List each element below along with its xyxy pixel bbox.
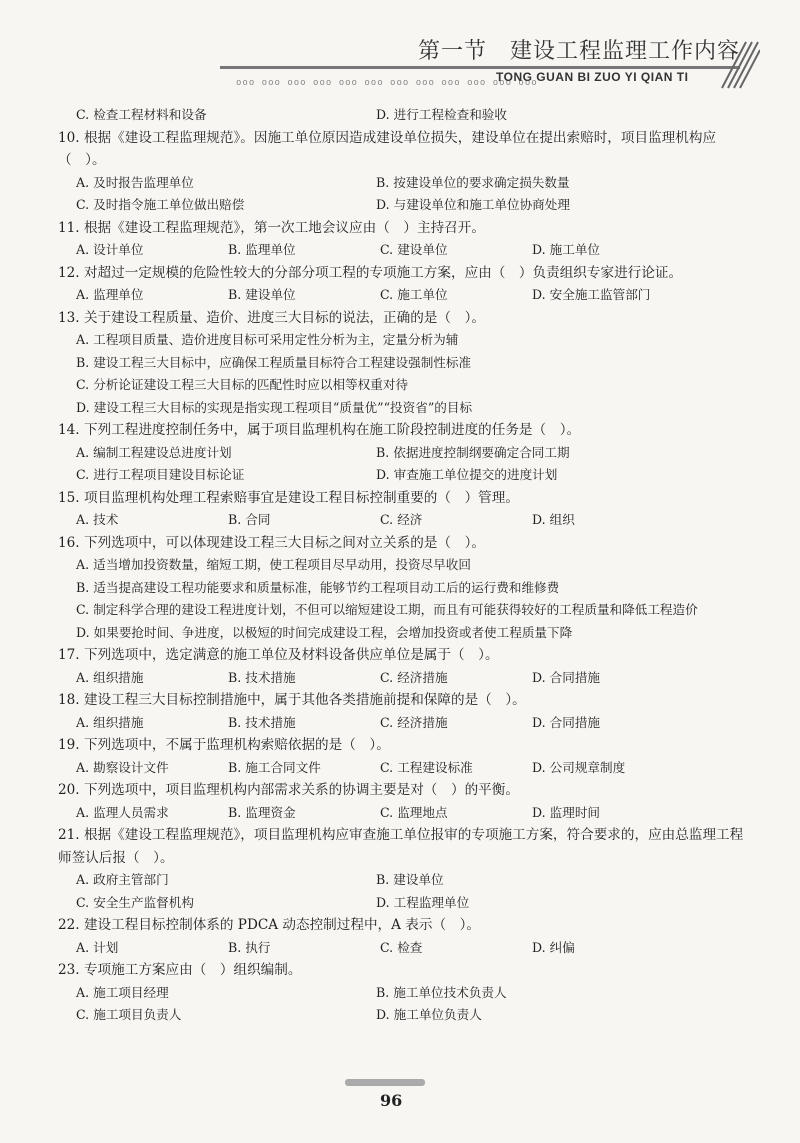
answer-option: A. 编制工程建设总进度计划 <box>76 444 232 460</box>
answer-option: D. 纠偏 <box>532 939 575 955</box>
option-row <box>58 352 748 375</box>
option-row <box>58 892 748 915</box>
answer-option: C. 安全生产监督机构 <box>76 894 194 910</box>
option-row <box>58 982 748 1005</box>
answer-option: B. 建设工程三大目标中，应确保工程质量目标符合工程建设强制性标准 <box>76 354 472 370</box>
question-stem: 13. 关于建设工程质量、造价、进度三大目标的说法，正确的是（ ）。 <box>58 309 485 326</box>
option-row <box>58 104 748 127</box>
answer-option: D. 合同措施 <box>532 669 601 685</box>
answer-option: D. 与建设单位和施工单位协商处理 <box>376 197 570 212</box>
answer-option: D. 组织 <box>532 512 575 527</box>
question-stem: 17. 下列选项中，选定满意的施工单位及材料设备供应单位是属于（ ）。 <box>58 647 499 663</box>
option-row <box>58 712 748 735</box>
answer-option: B. 适当提高建设工程功能要求和质量标准，能够节约工程项目动工后的运行费和维修费 <box>76 579 560 595</box>
answer-option: A. 适当增加投资数量，缩短工期，使工程项目尽早动用，投资尽早收回 <box>76 557 471 572</box>
answer-option: C. 制定科学合理的建设工程进度计划，不但可以缩短建设工期，而且有可能获得较好的工程质量和降低工程造价 <box>76 602 698 617</box>
option-row <box>58 622 748 645</box>
header-stripes-decoration <box>716 40 760 90</box>
answer-option: B. 施工合同文件 <box>228 759 321 775</box>
answer-option: D. 公司规章制度 <box>532 759 626 775</box>
option-row <box>58 802 748 825</box>
answer-option: A. 施工项目经理 <box>76 984 169 1000</box>
option-row <box>58 599 748 622</box>
page-header <box>0 0 800 100</box>
answer-option: A. 组织措施 <box>76 714 144 730</box>
answer-option: D. 安全施工监管部门 <box>532 287 651 302</box>
question-stem: 10. 根据《建设工程监理规范》。因施工单位原因造成建设单位损失，建设单位在提出索赔时，项目监理机构应（ ）。 <box>58 129 717 168</box>
option-row <box>58 464 748 487</box>
answer-option: C. 经济 <box>380 512 423 527</box>
answer-option: A. 组织措施 <box>76 669 144 685</box>
option-row <box>58 757 748 780</box>
question-stem: 21. 根据《建设工程监理规范》，项目监理机构应审查施工单位报审的专项施工方案，符合要求的，应由总监理工程师签认后报（ ）。 <box>58 827 744 866</box>
answer-option: B. 施工单位技术负责人 <box>376 984 507 1000</box>
answer-option: A. 技术 <box>76 512 119 527</box>
answer-option: B. 技术措施 <box>228 669 296 685</box>
answer-option: A. 监理单位 <box>76 287 144 302</box>
answer-option: D. 施工单位 <box>532 242 601 257</box>
question-stem: 15. 项目监理机构处理工程索赔事宜是建设工程目标控制重要的（ ）管理。 <box>58 489 519 506</box>
answer-option: D. 合同措施 <box>532 714 601 730</box>
answer-option: B. 按建设单位的要求确定损失数量 <box>376 174 570 190</box>
header-dot-ornament: ooo ooo ooo ooo ooo ooo ooo ooo ooo ooo ooo ooo <box>236 78 538 88</box>
question-stem: 20. 下列选项中，项目监理机构内部需求关系的协调主要是对（ ）的平衡。 <box>58 782 519 798</box>
page-number: 96 <box>380 1091 403 1110</box>
option-row <box>58 172 748 195</box>
answer-option: C. 检查 <box>380 939 423 955</box>
answer-option: B. 监理资金 <box>228 804 296 820</box>
answer-option: D. 如果要抢时间、争进度，以极短的时间完成建设工程，会增加投资或者使工程质量下降 <box>76 624 573 640</box>
answer-option: D. 审查施工单位提交的进度计划 <box>376 467 558 482</box>
option-row <box>58 937 748 960</box>
answer-option: C. 进行工程项目建设目标论证 <box>76 467 245 482</box>
option-row <box>58 577 748 600</box>
answer-option: B. 建设单位 <box>228 287 296 302</box>
question-stem: 16. 下列选项中，可以体现建设工程三大目标之间对立关系的是（ ）。 <box>58 534 485 551</box>
question-stem: 18. 建设工程三大目标控制措施中，属于其他各类措施前提和保障的是（ ）。 <box>58 692 526 708</box>
answer-option: C. 分析论证建设工程三大目标的匹配性时应以相等权重对待 <box>76 377 409 392</box>
answer-option: A. 计划 <box>76 939 119 955</box>
answer-option: B. 建设单位 <box>376 872 444 887</box>
question-stem: 23. 专项施工方案应由（ ）组织编制。 <box>58 962 302 978</box>
answer-option: D. 进行工程检查和验收 <box>376 107 507 122</box>
answer-option: D. 工程监理单位 <box>376 894 470 910</box>
option-row <box>58 374 748 397</box>
option-row <box>58 554 748 577</box>
section-title: 第一节 建设工程监理工作内容 <box>418 39 741 64</box>
question-stem: 22. 建设工程目标控制体系的 PDCA 动态控制过程中，A 表示（ ）。 <box>58 917 481 933</box>
answer-option: B. 依据进度控制纲要确定合同工期 <box>376 444 570 460</box>
answer-option: C. 建设单位 <box>380 242 448 257</box>
answer-option: B. 技术措施 <box>228 714 296 730</box>
footer-ornament <box>345 1079 425 1086</box>
question-stem: 12. 对超过一定规模的危险性较大的分部分项工程的专项施工方案，应由（ ）负责组织专家进行论证。 <box>58 264 683 281</box>
answer-option: A. 政府主管部门 <box>76 872 169 887</box>
option-row <box>58 442 748 465</box>
option-row <box>58 329 748 352</box>
answer-option: C. 及时指令施工单位做出赔偿 <box>76 197 245 212</box>
answer-option: A. 工程项目质量、造价进度目标可采用定性分析为主，定量分析为辅 <box>76 332 459 347</box>
answer-option: C. 监理地点 <box>380 804 448 820</box>
answer-option: B. 执行 <box>228 939 271 955</box>
question-stem: 19. 下列选项中，不属于监理机构索赔依据的是（ ）。 <box>58 737 390 753</box>
option-row <box>58 869 748 892</box>
answer-option: A. 及时报告监理单位 <box>76 174 194 190</box>
answer-option: A. 勘察设计文件 <box>76 759 169 775</box>
option-row <box>58 509 748 532</box>
header-divider <box>220 66 740 69</box>
question-stem: 11. 根据《建设工程监理规范》，第一次工地会议应由（ ）主持召开。 <box>58 219 485 236</box>
option-row <box>58 397 748 420</box>
answer-option: A. 监理人员需求 <box>76 804 169 820</box>
answer-option: B. 合同 <box>228 512 271 527</box>
section-subtitle: TONG GUAN BI ZUO YI QIAN TI <box>496 70 689 84</box>
answer-option: C. 工程建设标准 <box>380 759 473 775</box>
answer-option: C. 施工项目负责人 <box>76 1007 182 1022</box>
answer-option: C. 经济措施 <box>380 714 448 730</box>
answer-option: D. 施工单位负责人 <box>376 1007 482 1022</box>
answer-option: C. 经济措施 <box>380 669 448 685</box>
answer-option: D. 监理时间 <box>532 804 601 820</box>
answer-option: C. 检查工程材料和设备 <box>76 107 207 122</box>
answer-option: C. 施工单位 <box>380 287 448 302</box>
option-row <box>58 194 748 217</box>
question-stem: 14. 下列工程进度控制任务中，属于项目监理机构在施工阶段控制进度的任务是（ ）。 <box>58 422 581 438</box>
option-row <box>58 239 748 262</box>
answer-option: D. 建设工程三大目标的实现是指实现工程项目“质量优”“投资省”的目标 <box>76 399 473 415</box>
option-row <box>58 284 748 307</box>
answer-option: B. 监理单位 <box>228 242 296 257</box>
question-list <box>58 104 748 1027</box>
option-row <box>58 667 748 690</box>
option-row <box>58 1004 748 1027</box>
answer-option: A. 设计单位 <box>76 242 144 257</box>
